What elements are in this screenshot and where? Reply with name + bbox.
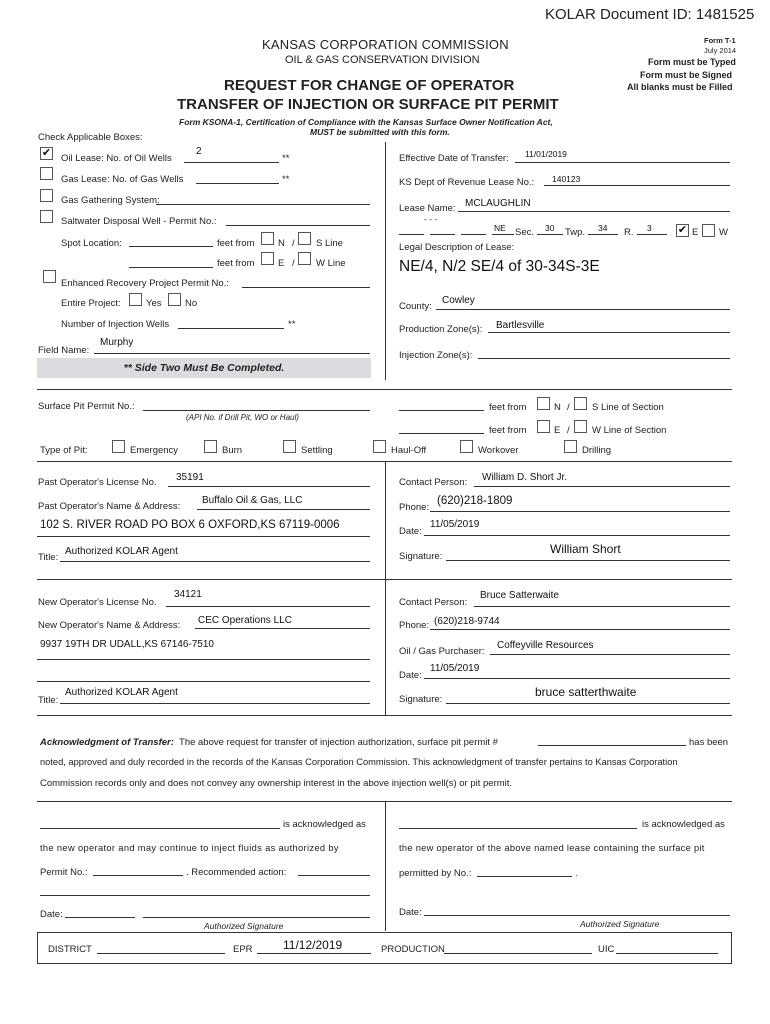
settling-checkbox[interactable] [283, 440, 296, 453]
left-authorized-signature: Authorized Signature [204, 921, 284, 931]
form-number: Form T-1 [704, 36, 736, 45]
gas-lease-label: Gas Lease: No. of Gas Wells [61, 174, 184, 185]
ksdor-lease-label: KS Dept of Revenue Lease No.: [399, 177, 535, 188]
spot-ew-line[interactable] [129, 267, 213, 268]
w-line-label: W Line [316, 258, 346, 269]
period: . [575, 868, 578, 879]
field-name-value[interactable]: Murphy [100, 337, 134, 348]
range-value[interactable]: 3 [647, 223, 652, 233]
oil-wells-line [184, 162, 279, 163]
stars: ** [282, 153, 290, 164]
left-ack-text: the new operator and may continue to inject fluids as authorized by [40, 843, 339, 853]
acknowledgment-lead: Acknowledgment of Transfer: [40, 737, 174, 748]
new-title-value[interactable]: Authorized KOLAR Agent [65, 687, 178, 698]
county-line [436, 309, 730, 310]
settling-label: Settling [301, 445, 333, 456]
new-name-label: New Operator's Name & Address: [38, 620, 181, 631]
oil-lease-checkbox[interactable]: ✔ [41, 147, 52, 159]
form-title-line2: TRANSFER OF INJECTION OR SURFACE PIT PERMIT [177, 96, 559, 113]
operator-divider [385, 461, 386, 715]
emergency-checkbox[interactable] [112, 440, 125, 453]
past-name-line [197, 509, 370, 510]
e-label: E [278, 258, 285, 269]
production-zone-line [488, 332, 730, 333]
effective-date-value[interactable]: 11/01/2019 [525, 149, 567, 159]
sec-line [537, 234, 563, 235]
enhanced-permit-line[interactable] [242, 287, 370, 288]
past-title-line [60, 561, 370, 562]
surface-pit-line[interactable] [143, 410, 370, 411]
slash: / [292, 238, 295, 249]
ksdor-lease-line [544, 185, 730, 186]
right-signature-line[interactable] [424, 915, 730, 916]
new-signature-label: Signature: [399, 694, 443, 705]
new-name-value[interactable]: CEC Operations LLC [198, 615, 292, 626]
lease-name-value[interactable]: MCLAUGHLIN [465, 198, 531, 209]
new-contact-line [474, 606, 730, 607]
new-name-line [195, 628, 370, 629]
new-address-line-2[interactable] [37, 681, 370, 682]
new-license-value[interactable]: 34121 [174, 589, 202, 600]
ksdor-lease-value[interactable]: 140123 [552, 174, 581, 184]
past-address-line [37, 536, 370, 537]
recommended-action-line[interactable] [298, 875, 370, 876]
new-date-value[interactable]: 11/05/2019 [430, 663, 480, 674]
pit-s-checkbox[interactable] [574, 397, 587, 410]
purchaser-value[interactable]: Coffeyville Resources [497, 640, 594, 651]
new-license-label: New Operator's License No. [38, 597, 157, 608]
effective-date-label: Effective Date of Transfer: [399, 153, 509, 164]
new-contact-label: Contact Person: [399, 597, 468, 608]
production-label: PRODUCTION [381, 944, 445, 955]
new-date-label: Date: [399, 670, 422, 681]
workover-checkbox[interactable] [460, 440, 473, 453]
past-signature-value[interactable]: William Short [550, 542, 621, 556]
spot-ns-line[interactable] [129, 246, 213, 247]
past-license-line [168, 486, 370, 487]
feet-from-label: feet from [489, 402, 527, 413]
slash: / [567, 402, 570, 413]
swd-label: Saltwater Disposal Well - Permit No.: [61, 216, 217, 227]
ksona-note-line1: Form KSONA-1, Certification of Compliance with the Kansas Surface Owner Notification Act, [179, 117, 553, 127]
q4-line [492, 234, 514, 235]
right-date-label: Date: [399, 907, 422, 918]
county-label: County: [399, 301, 432, 312]
pit-ns-line[interactable] [399, 410, 484, 411]
past-title-value[interactable]: Authorized KOLAR Agent [65, 546, 178, 557]
w-line-section-label: W Line of Section [592, 425, 667, 436]
slash: / [567, 425, 570, 436]
lease-name-line [458, 211, 730, 212]
burn-label: Burn [222, 445, 243, 456]
enhanced-recovery-label: Enhanced Recovery Project Permit No.: [61, 278, 229, 289]
requirement-filled: All blanks must be Filled [627, 82, 733, 92]
right-ack-line[interactable] [399, 828, 637, 829]
past-contact-label: Contact Person: [399, 477, 468, 488]
quarter-value[interactable]: NE [494, 223, 506, 233]
spot-s-checkbox[interactable] [298, 232, 311, 245]
past-name-label: Past Operator's Name & Address: [38, 501, 181, 512]
requirement-typed: Form must be Typed [648, 57, 736, 67]
production-zone-label: Production Zone(s): [399, 324, 483, 335]
section-rule [37, 715, 732, 716]
swd-checkbox[interactable] [40, 210, 53, 223]
past-title-label: Title: [38, 552, 59, 563]
legal-description-label: Legal Description of Lease: [399, 242, 515, 253]
division-name: OIL & GAS CONSERVATION DIVISION [285, 54, 480, 66]
past-date-value[interactable]: 11/05/2019 [430, 519, 480, 530]
field-name-label: Field Name: [38, 345, 90, 356]
check-boxes-label: Check Applicable Boxes: [38, 132, 143, 143]
past-name-value[interactable]: Buffalo Oil & Gas, LLC [202, 495, 303, 506]
pit-permit-line[interactable] [538, 745, 686, 746]
past-date-line [424, 535, 730, 536]
injection-wells-label: Number of Injection Wells [61, 319, 170, 330]
permit-no-label: Permit No.: [40, 867, 88, 878]
pit-n-checkbox[interactable] [537, 397, 550, 410]
lease-name-label: Lease Name: [399, 203, 456, 214]
new-contact-value[interactable]: Bruce Satterwaite [480, 590, 559, 601]
new-date-line [424, 678, 730, 679]
stars: ** [288, 319, 296, 330]
entire-project-label: Entire Project: [61, 298, 121, 309]
injection-wells-line[interactable] [178, 328, 284, 329]
field-name-line [94, 353, 370, 354]
right-ack-text: the new operator of the above named lease containing the surface pit [399, 843, 705, 853]
haul-off-checkbox[interactable] [373, 440, 386, 453]
q2-line[interactable] [430, 234, 455, 235]
quarter-dashes: - - - [424, 214, 438, 224]
new-title-label: Title: [38, 695, 59, 706]
feet-from-label: feet from [217, 238, 255, 249]
range-line [637, 234, 667, 235]
q3-line[interactable] [461, 234, 486, 235]
production-zone-value[interactable]: Bartlesville [496, 320, 545, 331]
ack-divider [385, 801, 386, 931]
acknowledgment-text1: The above request for transfer of injection authorization, surface pit permit # [179, 737, 498, 748]
gas-wells-line[interactable] [196, 183, 279, 184]
feet-from-label: feet from [489, 425, 527, 436]
side-two-notice: ** Side Two Must Be Completed. [37, 358, 371, 378]
new-title-line [60, 703, 370, 704]
left-date-line[interactable] [65, 917, 135, 918]
recommended-action-line-2[interactable] [40, 895, 370, 896]
gas-gathering-label: Gas Gathering System: [61, 195, 160, 206]
new-phone-value[interactable]: (620)218-9744 [434, 616, 500, 627]
haul-off-label: Haul-Off [391, 445, 427, 456]
district-label: DISTRICT [48, 944, 92, 955]
section-rule [37, 389, 732, 390]
uic-label: UIC [598, 944, 615, 955]
injection-zone-label: Injection Zone(s): [399, 350, 473, 361]
spot-e-checkbox[interactable] [261, 252, 274, 265]
acknowledgment-text3: Commission records only and does not convey any ownership interest in the above injection well(s) or pit permit. [40, 778, 513, 789]
api-note: (API No. if Drill Pit, WO or Haul) [186, 413, 299, 422]
epr-line [257, 953, 371, 954]
range-label: R. [624, 227, 634, 238]
form-title-line1: REQUEST FOR CHANGE OF OPERATOR [224, 77, 515, 94]
new-signature-line [446, 703, 730, 704]
past-phone-label: Phone: [399, 502, 430, 513]
stars: ** [282, 174, 290, 185]
acknowledgment-line1 [40, 737, 498, 748]
spot-n-checkbox[interactable] [261, 232, 274, 245]
production-line[interactable] [444, 953, 592, 954]
ksona-note-line2: MUST be submitted with this form. [310, 127, 450, 137]
no-label: No [185, 298, 198, 309]
form-date: July 2014 [704, 46, 737, 55]
right-authorized-signature: Authorized Signature [580, 919, 660, 929]
past-phone-line [430, 511, 730, 512]
spot-location-label: Spot Location: [61, 238, 122, 249]
range-e-checkbox[interactable]: ✔ [677, 224, 688, 236]
workover-label: Workover [478, 445, 519, 456]
twp-line [588, 234, 618, 235]
past-signature-line [446, 560, 730, 561]
acknowledgment-text1-end: has been [689, 737, 729, 748]
past-license-label: Past Operator's License No. [38, 477, 157, 488]
epr-label: EPR [233, 944, 253, 955]
new-phone-line [430, 629, 730, 630]
injection-zone-line[interactable] [478, 358, 730, 359]
permit-no-line[interactable] [93, 875, 183, 876]
range-e-label: E [692, 227, 699, 238]
past-contact-line [474, 486, 730, 487]
acknowledgment-text2: noted, approved and duly recorded in the records of the Kansas Corporation Commission. This acknowledgment of transfer pertains to Kansas Corporation [40, 757, 678, 767]
permitted-by-label: permitted by No.: [399, 868, 472, 879]
pit-e-checkbox[interactable] [537, 420, 550, 433]
spot-w-checkbox[interactable] [298, 252, 311, 265]
legal-description-value[interactable]: NE/4, N/2 SE/4 of 30-34S-3E [399, 258, 600, 275]
range-w-checkbox[interactable] [702, 224, 715, 237]
past-date-label: Date: [399, 526, 422, 537]
range-w-label: W [719, 227, 728, 238]
left-date-label: Date: [40, 909, 63, 920]
county-value[interactable]: Cowley [442, 295, 475, 306]
new-phone-label: Phone: [399, 620, 430, 631]
yes-label: Yes [146, 298, 162, 309]
e-label: E [554, 425, 561, 436]
pit-w-checkbox[interactable] [574, 420, 587, 433]
s-line-label: S Line [316, 238, 343, 249]
n-label: N [278, 238, 285, 249]
new-signature-value[interactable]: bruce satterthwaite [535, 685, 637, 699]
past-address-value[interactable]: 102 S. RIVER ROAD PO BOX 6 OXFORD,KS 67119-0006 [40, 519, 340, 531]
kolar-document-id: KOLAR Document ID: 1481525 [545, 6, 755, 23]
slash: / [292, 258, 295, 269]
q1-line[interactable] [399, 234, 424, 235]
left-signature-line[interactable] [143, 917, 370, 918]
epr-value[interactable]: 11/12/2019 [283, 938, 343, 952]
permitted-by-line[interactable] [477, 876, 572, 877]
surface-pit-label: Surface Pit Permit No.: [38, 401, 135, 412]
gas-gathering-checkbox[interactable] [40, 189, 53, 202]
entire-yes-checkbox[interactable] [129, 293, 142, 306]
purchaser-line [490, 654, 730, 655]
s-line-section-label: S Line of Section [592, 402, 664, 413]
oil-lease-label: Oil Lease: No. of Oil Wells [61, 153, 172, 164]
recommended-action-label: . Recommended action: [186, 867, 287, 878]
n-label: N [554, 402, 561, 413]
purchaser-label: Oil / Gas Purchaser: [399, 646, 485, 657]
sec-value[interactable]: 30 [545, 223, 555, 233]
effective-date-line [515, 162, 730, 163]
left-is-acknowledged: is acknowledged as [283, 819, 366, 830]
enhanced-recovery-checkbox[interactable] [43, 270, 56, 283]
sec-label: Sec. [515, 227, 535, 238]
entire-no-checkbox[interactable] [168, 293, 181, 306]
agency-name: KANSAS CORPORATION COMMISSION [262, 37, 509, 52]
uic-line[interactable] [616, 953, 718, 954]
past-contact-value[interactable]: William D. Short Jr. [482, 472, 568, 483]
new-address-value[interactable]: 9937 19TH DR UDALL,KS 67146-7510 [40, 639, 214, 650]
past-phone-value[interactable]: (620)218-1809 [437, 495, 513, 507]
drilling-checkbox[interactable] [564, 440, 577, 453]
feet-from-label: feet from [217, 258, 255, 269]
gas-lease-checkbox[interactable] [40, 167, 53, 180]
twp-label: Twp. [565, 227, 586, 238]
gas-gathering-line[interactable] [156, 204, 370, 205]
oil-wells-value[interactable]: 2 [196, 146, 202, 157]
left-ack-line[interactable] [40, 828, 280, 829]
section-rule [37, 579, 732, 580]
past-license-value[interactable]: 35191 [176, 472, 204, 483]
section-divider [385, 142, 386, 380]
new-address-line [37, 659, 370, 660]
emergency-label: Emergency [130, 445, 179, 456]
requirement-signed: Form must be Signed [640, 70, 733, 80]
twp-value[interactable]: 34 [598, 223, 608, 233]
burn-checkbox[interactable] [204, 440, 217, 453]
past-signature-label: Signature: [399, 551, 443, 562]
district-line[interactable] [97, 953, 225, 954]
new-license-line [166, 606, 370, 607]
drilling-label: Drilling [582, 445, 612, 456]
type-of-pit-label: Type of Pit: [40, 445, 88, 456]
swd-permit-line[interactable] [226, 225, 370, 226]
right-is-acknowledged: is acknowledged as [642, 819, 725, 830]
pit-ew-line[interactable] [399, 433, 484, 434]
